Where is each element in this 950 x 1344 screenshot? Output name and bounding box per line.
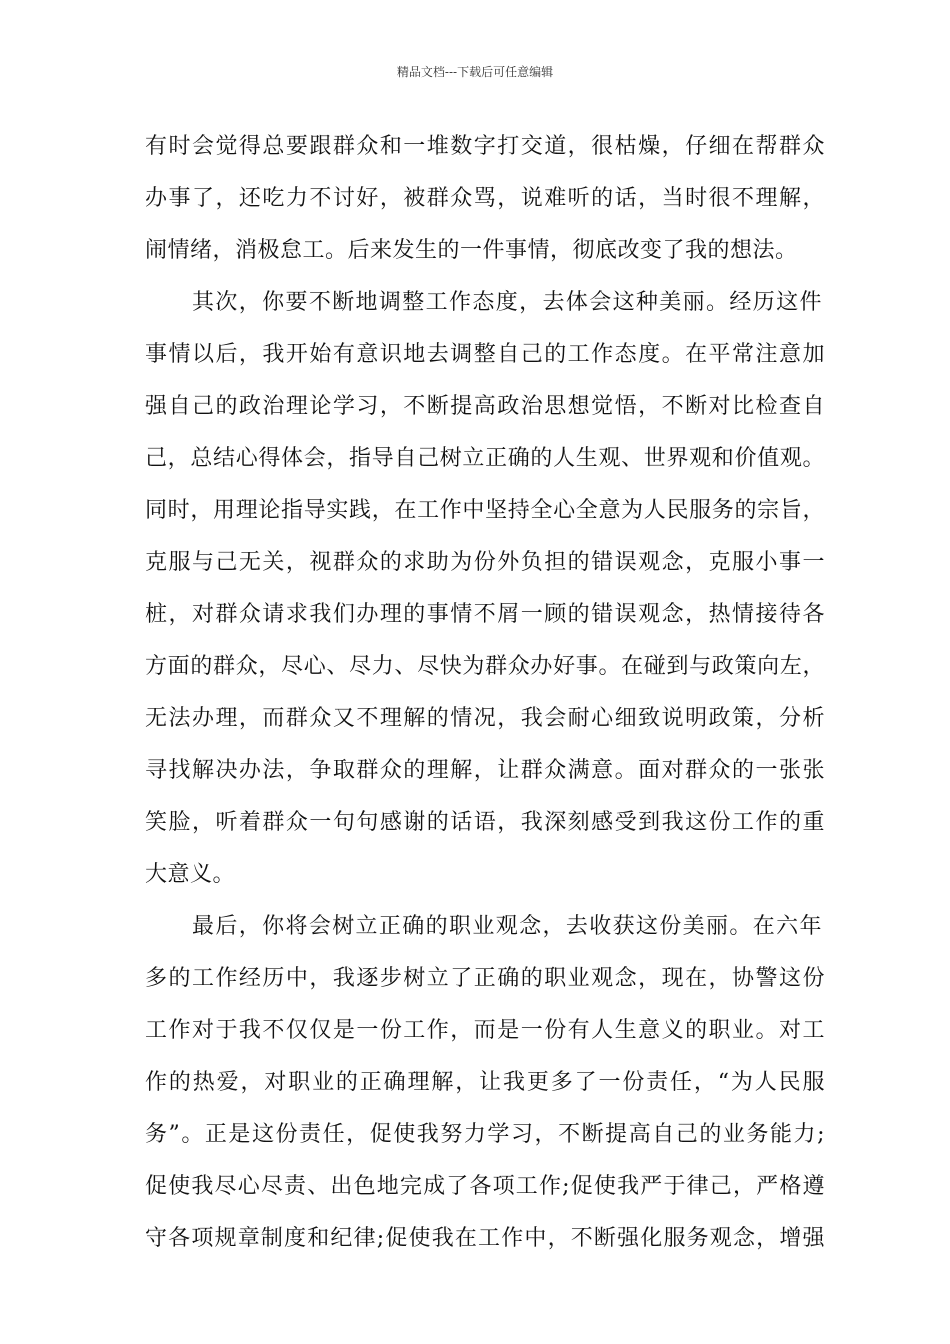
paragraph-line: 大意义。 xyxy=(145,862,236,887)
paragraph-line: 工作对于我不仅仅是一份工作，而是一份有人生意义的职业。对工 xyxy=(145,1018,825,1043)
paragraph-line: 最后，你将会树立正确的职业观念，去收获这份美丽。在六年 xyxy=(192,914,822,939)
paragraph-line: 克服与己无关，视群众的求助为份外负担的错误观念，克服小事一 xyxy=(145,550,825,575)
page-header: 精品文档---下载后可任意编辑 xyxy=(396,65,554,79)
paragraph-line: 办事了，还吃力不讨好，被群众骂，说难听的话，当时很不理解， xyxy=(145,186,825,211)
paragraph-line: 作的热爱，对职业的正确理解，让我更多了一份责任，“为人民服 xyxy=(145,1070,825,1095)
paragraph-line: 促使我尽心尽责、出色地完成了各项工作;促使我严于律己，严格遵 xyxy=(145,1174,825,1199)
paragraph-line: 守各项规章制度和纪律;促使我在工作中，不断强化服务观念，增强 xyxy=(145,1226,825,1251)
paragraph-line: 有时会觉得总要跟群众和一堆数字打交道，很枯燥，仔细在帮群众 xyxy=(145,134,825,159)
paragraph-line: 无法办理，而群众又不理解的情况，我会耐心细致说明政策，分析 xyxy=(145,706,825,731)
paragraph-line: 桩，对群众请求我们办理的事情不屑一顾的错误观念，热情接待各 xyxy=(145,602,825,627)
paragraph-line: 强自己的政治理论学习，不断提高政治思想觉悟，不断对比检查自 xyxy=(145,394,825,419)
paragraph-line: 事情以后，我开始有意识地去调整自己的工作态度。在平常注意加 xyxy=(145,342,825,367)
paragraph-line: 己，总结心得体会，指导自己树立正确的人生观、世界观和价值观。 xyxy=(145,446,825,471)
paragraph-line: 多的工作经历中，我逐步树立了正确的职业观念，现在，协警这份 xyxy=(145,966,825,991)
paragraph-line: 务”。正是这份责任，促使我努力学习，不断提高自己的业务能力; xyxy=(145,1122,825,1147)
paragraph-line: 其次，你要不断地调整工作态度，去体会这种美丽。经历这件 xyxy=(192,290,822,315)
paragraph-line: 方面的群众，尽心、尽力、尽快为群众办好事。在碰到与政策向左， xyxy=(145,654,825,679)
paragraph-line: 寻找解决办法，争取群众的理解，让群众满意。面对群众的一张张 xyxy=(145,758,825,783)
paragraph-line: 同时，用理论指导实践，在工作中坚持全心全意为人民服务的宗旨， xyxy=(145,498,825,523)
paragraph-line: 笑脸，听着群众一句句感谢的话语，我深刻感受到我这份工作的重 xyxy=(145,810,825,835)
paragraph-line: 闹情绪，消极怠工。后来发生的一件事情，彻底改变了我的想法。 xyxy=(145,238,798,263)
